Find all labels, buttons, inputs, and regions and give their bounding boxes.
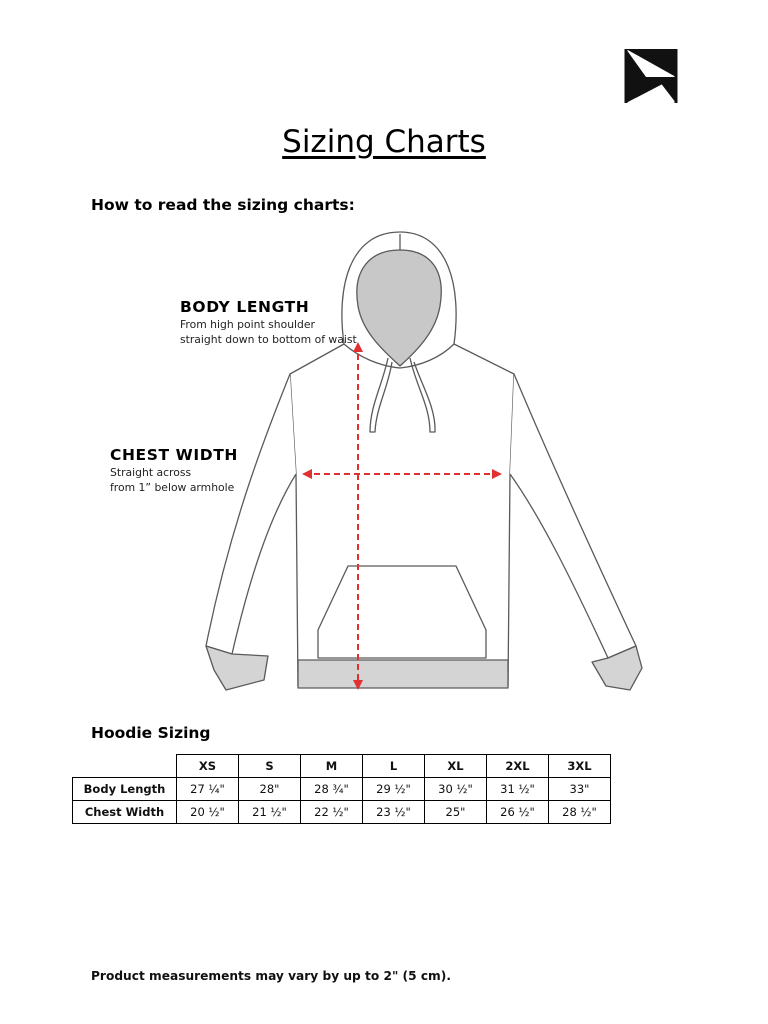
chest-width-line-2: from 1” below armhole xyxy=(110,481,235,494)
measurement-footnote: Product measurements may vary by up to 2" (5 cm). xyxy=(91,969,451,983)
table-cell: 27 ¼" xyxy=(177,778,239,801)
table-cell: 31 ½" xyxy=(487,778,549,801)
size-header: M xyxy=(301,755,363,778)
table-row xyxy=(73,778,611,801)
table-cell: 26 ½" xyxy=(487,801,549,824)
body-length-callout xyxy=(180,298,357,347)
hoodie-sizing-heading: Hoodie Sizing xyxy=(91,724,211,742)
size-header: XL xyxy=(425,755,487,778)
table-cell: 28" xyxy=(239,778,301,801)
table-cell: 25" xyxy=(425,801,487,824)
chest-width-description xyxy=(110,465,238,495)
chest-width-callout xyxy=(110,446,238,495)
table-cell: 29 ½" xyxy=(363,778,425,801)
body-length-description xyxy=(180,317,357,347)
size-header: L xyxy=(363,755,425,778)
table-cell: 28 ½" xyxy=(549,801,611,824)
chest-width-line-1: Straight across xyxy=(110,466,192,479)
page-title: Sizing Charts xyxy=(282,124,486,160)
body-length-title: BODY LENGTH xyxy=(180,298,310,316)
table-cell: 23 ½" xyxy=(363,801,425,824)
size-header: S xyxy=(239,755,301,778)
table-corner-cell xyxy=(73,755,177,778)
table-cell: 30 ½" xyxy=(425,778,487,801)
chest-width-title: CHEST WIDTH xyxy=(110,446,238,464)
body-length-line-1: From high point shoulder xyxy=(180,318,315,331)
table-header-row xyxy=(73,755,611,778)
brand-logo-icon xyxy=(624,47,678,105)
table-cell: 20 ½" xyxy=(177,801,239,824)
table-cell: 22 ½" xyxy=(301,801,363,824)
size-header: 2XL xyxy=(487,755,549,778)
size-header: XS xyxy=(177,755,239,778)
table-row xyxy=(73,801,611,824)
row-label: Body Length xyxy=(73,778,177,801)
howto-heading: How to read the sizing charts: xyxy=(91,196,355,214)
table-cell: 33" xyxy=(549,778,611,801)
body-length-line-2: straight down to bottom of waist xyxy=(180,333,357,346)
table-cell: 21 ½" xyxy=(239,801,301,824)
row-label: Chest Width xyxy=(73,801,177,824)
size-header: 3XL xyxy=(549,755,611,778)
table-cell: 28 ¾" xyxy=(301,778,363,801)
hoodie-sizing-table xyxy=(72,754,611,824)
